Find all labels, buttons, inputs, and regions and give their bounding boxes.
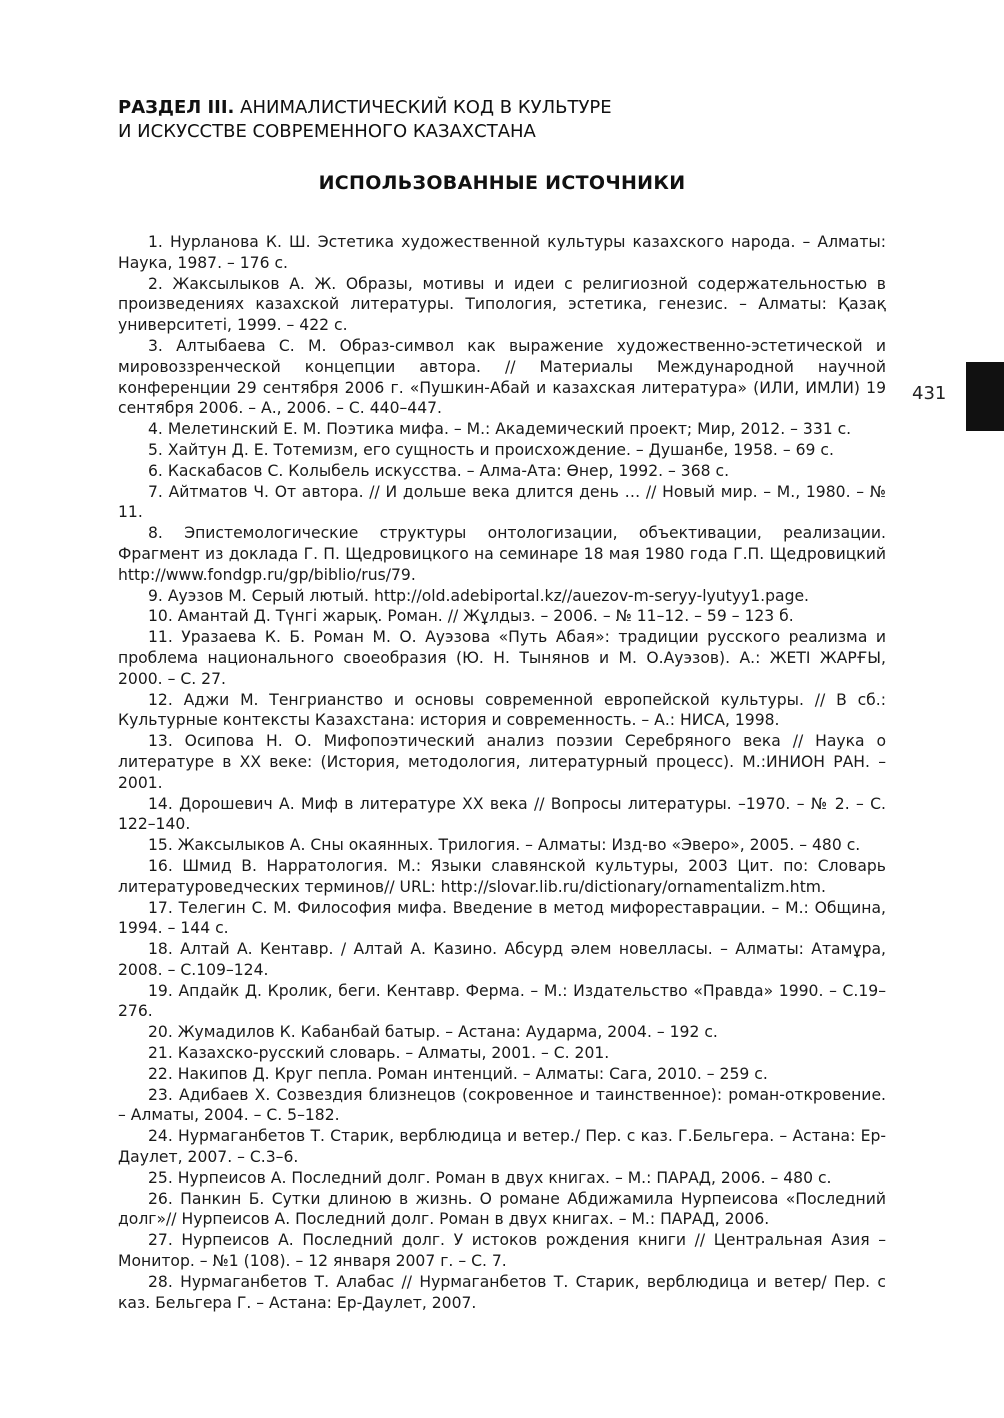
- reference-item: 4. Мелетинский Е. М. Поэтика мифа. – М.: Академический проект; Мир, 2012. – 331 с.: [148, 420, 852, 439]
- section-header: [118, 96, 678, 144]
- section-label: РАЗДЕЛ III.: [118, 97, 235, 118]
- reference-item: 27. Нурпеисов А. Последний долг. У истоков рождения книги // Центральная Азия – Монитор. – №1 (108). – 12 января 2007 г. – С. 7.: [118, 1231, 886, 1271]
- reference-item: 13. Осипова Н. О. Мифопоэтический анализ поэзии Серебряного века // Наука о литературе в XX веке: (История, методология, литературный процесс). М.:ИНИОН РАН. – 2001.: [118, 732, 886, 792]
- reference-item: 2. Жаксылыков А. Ж. Образы, мотивы и идеи с религиозной содержательностью в произведениях казахской литературы. Типология, эстетика, генезис. – Алматы: Қазақ университеті, 1999. – 422 с.: [118, 274, 886, 335]
- reference-item: 19. Апдайк Д. Кролик, беги. Кентавр. Ферма. – М.: Издательство «Правда» 1990. – С.19–276.: [118, 981, 886, 1021]
- page-number: 431: [912, 383, 947, 404]
- section-header-line-1: [118, 96, 678, 120]
- reference-item: 8. Эпистемологические структуры онтологизации, объективации, реализации. Фрагмент из доклада Г. П. Щедровицкого на семинаре 18 мая 1980 года Г.П. Щедровицкий http://www.fondgp.ru/gp/biblio/rus/79.: [118, 524, 886, 584]
- section-title-line-2: И ИСКУССТВЕ СОВРЕМЕННОГО КАЗАХСТАНА: [118, 121, 536, 142]
- reference-item: 14. Дорошевич А. Миф в литературе XX века // Вопросы литературы. –1970. – № 2. – С. 122–140.: [118, 794, 886, 834]
- page-title: ИСПОЛЬЗОВАННЫЕ ИСТОЧНИКИ: [318, 172, 686, 194]
- reference-item: 9. Ауэзов М. Серый лютый. http://old.adebiportal.kz//auezov-m-seryy-lyutyy1.page.: [148, 586, 810, 605]
- reference-item: 26. Панкин Б. Сутки длиною в жизнь. О романе Абдижамила Нурпеисова «Последний долг»// Нурпеисов А. Последний долг. Роман в двух книгах. – М.: ПАРАД, 2006.: [118, 1189, 886, 1229]
- thumb-index-tab: [966, 362, 1004, 431]
- reference-item: 3. Алтыбаева С. М. Образ-символ как выражение художественно-эстетической и мировоззренческой концепции автора. // Материалы Международной научной конференции 29 сентября 2006 г. «Пушкин-Абай и казахская литература» (ИЛИ, ИМЛИ) 19 сентября 2006. – А., 2006. – С. 440–447.: [118, 336, 886, 418]
- reference-item: 24. Нурмаганбетов Т. Старик, верблюдица и ветер./ Пер. с каз. Г.Бельгера. – Астана: Ер-Даулет, 2007. – С.3–6.: [118, 1127, 886, 1167]
- reference-item: 5. Хайтун Д. Е. Тотемизм, его сущность и происхождение. – Душанбе, 1958. – 69 с.: [148, 440, 834, 459]
- references-list: [118, 232, 886, 1313]
- reference-item: 15. Жаксылыков А. Сны окаянных. Трилогия. – Алматы: Изд-во «Эверо», 2005. – 480 с.: [148, 836, 861, 855]
- reference-item: 17. Телегин С. М. Философия мифа. Введение в метод мифореставрации. – М.: Община, 1994. – 144 с.: [118, 898, 886, 938]
- reference-item: 10. Амантай Д. Түнгі жарық. Роман. // Жұлдыз. – 2006. – № 11–12. – 59 – 123 б.: [148, 607, 794, 626]
- reference-item: 11. Уразаева К. Б. Роман М. О. Ауэзова «Путь Абая»: традиции русского реализма и проблема национального своеобразия (Ю. Н. Тынянов и М. О.Ауэзов). А.: ЖЕТІ ЖАРҒЫ, 2000. – С. 27.: [118, 628, 886, 688]
- reference-item: 20. Жумадилов К. Кабанбай батыр. – Астана: Аударма, 2004. – 192 с.: [148, 1023, 718, 1042]
- reference-item: 21. Казахско-русский словарь. – Алматы, 2001. – С. 201.: [148, 1044, 610, 1063]
- reference-item: 12. Аджи М. Тенгрианство и основы современной европейской культуры. // В сб.: Культурные контексты Казахстана: история и современность. – А.: НИСА, 1998.: [118, 690, 886, 730]
- reference-item: 23. Адибаев Х. Созвездия близнецов (сокровенное и таинственное): роман-откровение. – Алматы, 2004. – С. 5–182.: [118, 1085, 886, 1125]
- section-title-line-1: АНИМАЛИСТИЧЕСКИЙ КОД В КУЛЬТУРЕ: [240, 97, 612, 118]
- reference-item: 1. Нурланова К. Ш. Эстетика художественной культуры казахского народа. – Алматы: Наука, 1987. – 176 с.: [118, 233, 886, 272]
- reference-item: 16. Шмид В. Нарратология. М.: Языки славянской культуры, 2003 Цит. по: Словарь литературоведческих терминов// URL: http://slovar.lib.ru/dictionary/ornamentalizm.htm.: [118, 856, 886, 896]
- reference-item: 18. Алтай А. Кентавр. / Алтай А. Казино. Абсурд әлем новелласы. – Алматы: Атамұра, 2008. – С.109–124.: [118, 940, 886, 979]
- reference-item: 28. Нурмаганбетов Т. Алабас // Нурмаганбетов Т. Старик, верблюдица и ветер/ Пер. с каз. Бельгера Г. – Астана: Ер-Даулет, 2007.: [118, 1272, 886, 1312]
- reference-item: 25. Нурпеисов А. Последний долг. Роман в двух книгах. – М.: ПАРАД, 2006. – 480 с.: [148, 1168, 832, 1187]
- reference-item: 6. Каскабасов С. Колыбель искусства. – Алма-Ата: Өнер, 1992. – 368 с.: [148, 461, 730, 480]
- reference-item: 7. Айтматов Ч. От автора. // И дольше века длится день … // Новый мир. – М., 1980. – № 11.: [118, 482, 886, 522]
- reference-item: 22. Накипов Д. Круг пепла. Роман интенций. – Алматы: Сага, 2010. – 259 с.: [148, 1064, 768, 1083]
